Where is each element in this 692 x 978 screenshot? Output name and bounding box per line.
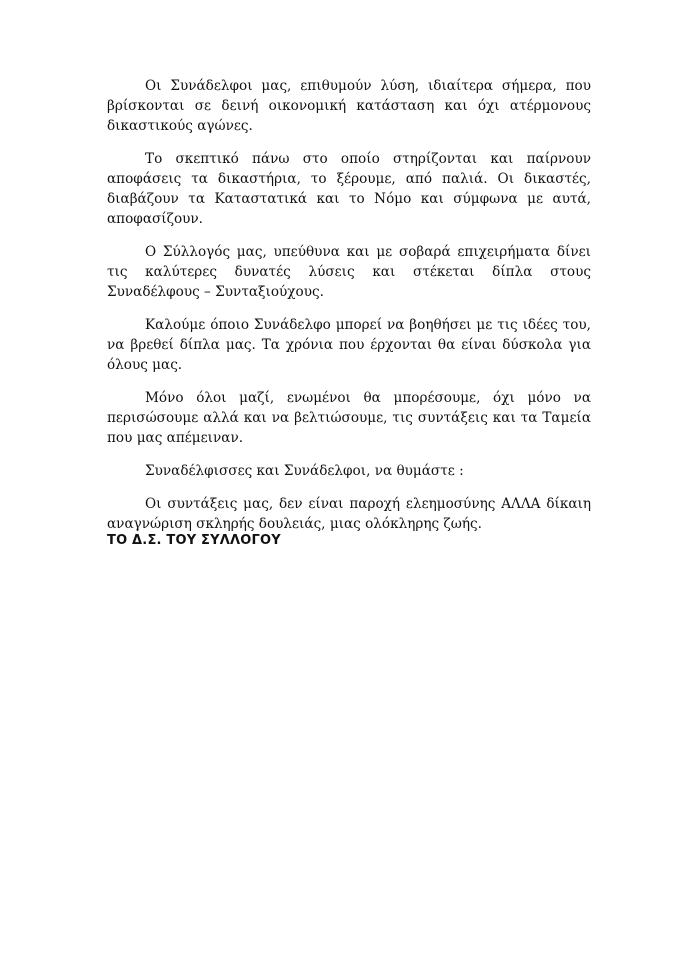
signature: ΤΟ Δ.Σ. ΤΟΥ ΣΥΛΛΟΓΟΥ: [107, 533, 281, 548]
paragraph-4: Καλούμε όποιο Συνάδελφο μπορεί να βοηθήσει με τις ιδέες του, να βρεθεί δίπλα μας. Τα χρόνια που έρχονται θα είναι δύσκολα για όλους μας.: [107, 317, 591, 373]
paragraph-5: Μόνο όλοι μαζί, ενωμένοι θα μπορέσουμε, όχι μόνο να περισώσουμε αλλά και να βελτιώσουμε, τις συντάξεις και τα Ταμεία που μας απέμειναν.: [107, 390, 591, 446]
paragraph-1: Οι Συνάδελφοι μας, επιθυμούν λύση, ιδιαίτερα σήμερα, που βρίσκονται σε δεινή οικονομική κατάσταση και όχι ατέρμονους δικαστικούς αγώνες.: [107, 78, 591, 134]
paragraph-6: Συναδέλφισσες και Συνάδελφοι, να θυμάστε :: [145, 463, 464, 479]
document-body: [107, 76, 591, 547]
paragraph-7: Οι συντάξεις μας, δεν είναι παροχή ελεημοσύνης ΑΛΛΑ δίκαιη αναγνώριση σκληρής δουλειάς, μιας ολόκληρης ζωής.: [107, 496, 591, 532]
paragraph-3: Ο Σύλλογός μας, υπεύθυνα και με σοβαρά επιχειρήματα δίνει τις καλύτερες δυνατές λύσεις και στέκεται δίπλα στους Συναδέλφους – Συνταξιούχους.: [107, 244, 591, 300]
paragraph-2: Το σκεπτικό πάνω στο οποίο στηρίζονται και παίρνουν αποφάσεις τα δικαστήρια, το ξέρουμε, από παλιά. Οι δικαστές, διαβάζουν τα Καταστατικά και το Νόμο και σύμφωνα με αυτά, αποφασίζουν.: [107, 151, 591, 227]
